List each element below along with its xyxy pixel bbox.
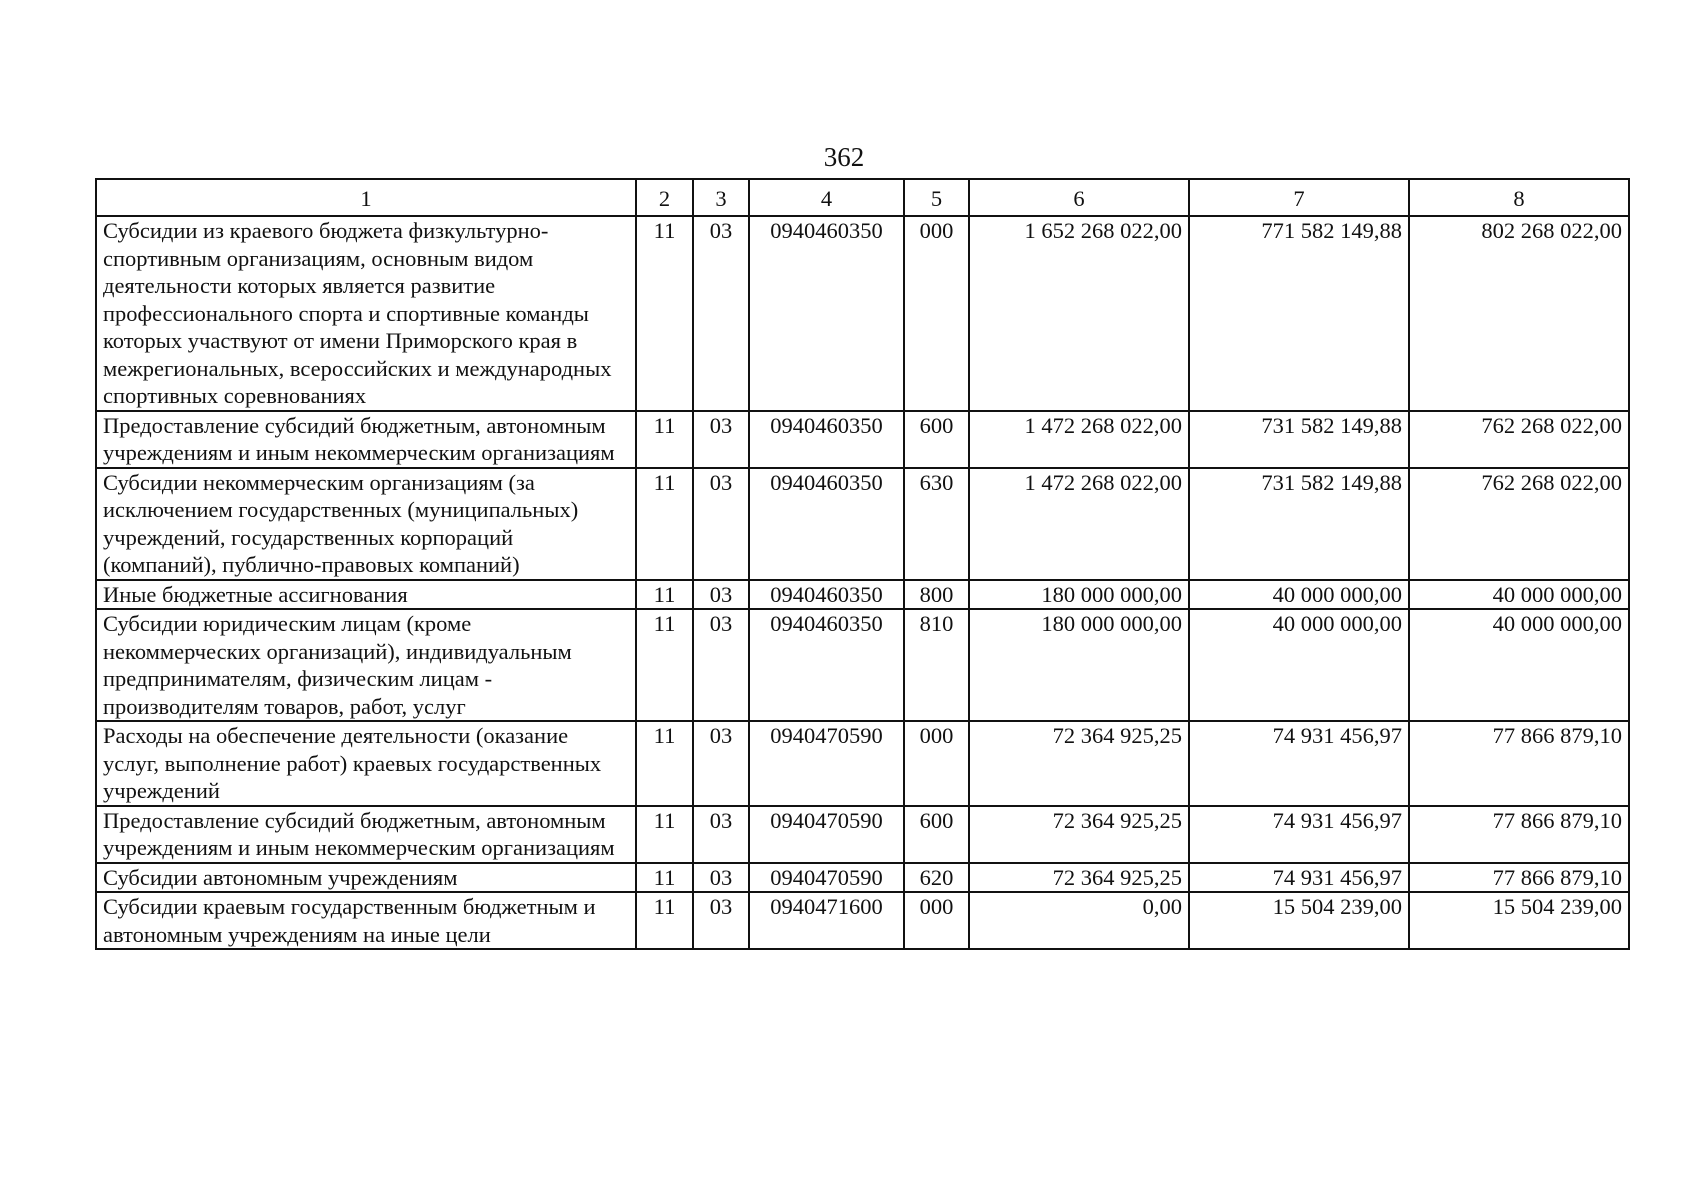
expense-name: Субсидии из краевого бюджета физкультурно-спортивным организациям, основным видом деятельности которых является развитие профессионального спорта и спортивные команды которых участвуют от имени Приморского края в межрегиональных, всероссийских и международных спортивных соревнованиях: [96, 216, 636, 411]
table-row: [96, 892, 1629, 949]
target-article-code: 0940470590: [749, 863, 904, 893]
amount-col-7: 74 931 456,97: [1189, 721, 1409, 806]
table-header: [96, 179, 1629, 216]
target-article-code: 0940460350: [749, 411, 904, 468]
amount-col-8: 802 268 022,00: [1409, 216, 1629, 411]
header-col-7: 7: [1189, 179, 1409, 216]
amount-col-8: 77 866 879,10: [1409, 721, 1629, 806]
target-article-code: 0940471600: [749, 892, 904, 949]
subsection-code: 03: [693, 806, 749, 863]
expense-name: Субсидии краевым государственным бюджетным и автономным учреждениям на иные цели: [96, 892, 636, 949]
header-col-1: 1: [96, 179, 636, 216]
budget-table: [95, 178, 1630, 950]
expense-name: Предоставление субсидий бюджетным, автономным учреждениям и иным некоммерческим организациям: [96, 806, 636, 863]
target-article-code: 0940460350: [749, 580, 904, 610]
amount-col-7: 40 000 000,00: [1189, 609, 1409, 721]
amount-col-6: 1 472 268 022,00: [969, 468, 1189, 580]
amount-col-8: 77 866 879,10: [1409, 863, 1629, 893]
header-col-6: 6: [969, 179, 1189, 216]
section-code: 11: [636, 806, 693, 863]
target-article-code: 0940470590: [749, 806, 904, 863]
section-code: 11: [636, 609, 693, 721]
expense-name: Субсидии юридическим лицам (кроме некоммерческих организаций), индивидуальным предпринимателям, физическим лицам - производителям товаров, работ, услуг: [96, 609, 636, 721]
page-number: 362: [823, 142, 865, 172]
amount-col-8: 77 866 879,10: [1409, 806, 1629, 863]
section-code: 11: [636, 863, 693, 893]
expense-name: Субсидии автономным учреждениям: [96, 863, 636, 893]
expense-type-code: 600: [904, 411, 969, 468]
subsection-code: 03: [693, 216, 749, 411]
section-code: 11: [636, 468, 693, 580]
header-col-8: 8: [1409, 179, 1629, 216]
amount-col-8: 40 000 000,00: [1409, 609, 1629, 721]
section-code: 11: [636, 411, 693, 468]
table-row: [96, 468, 1629, 580]
table-body: [96, 216, 1629, 949]
table-row: [96, 806, 1629, 863]
section-code: 11: [636, 721, 693, 806]
expense-type-code: 800: [904, 580, 969, 610]
table-row: [96, 216, 1629, 411]
expense-name: Предоставление субсидий бюджетным, автономным учреждениям и иным некоммерческим организациям: [96, 411, 636, 468]
table-row: [96, 609, 1629, 721]
header-row: [96, 179, 1629, 216]
table-row: [96, 580, 1629, 610]
expense-type-code: 000: [904, 216, 969, 411]
expense-type-code: 000: [904, 892, 969, 949]
expense-name: Субсидии некоммерческим организациям (за исключением государственных (муниципальных) учреждений, государственных корпораций (компаний), публично-правовых компаний): [96, 468, 636, 580]
target-article-code: 0940470590: [749, 721, 904, 806]
amount-col-7: 771 582 149,88: [1189, 216, 1409, 411]
amount-col-7: 15 504 239,00: [1189, 892, 1409, 949]
amount-col-6: 180 000 000,00: [969, 609, 1189, 721]
expense-name: Иные бюджетные ассигнования: [96, 580, 636, 610]
section-code: 11: [636, 580, 693, 610]
amount-col-8: 762 268 022,00: [1409, 411, 1629, 468]
expense-type-code: 600: [904, 806, 969, 863]
amount-col-6: 0,00: [969, 892, 1189, 949]
amount-col-7: 731 582 149,88: [1189, 411, 1409, 468]
header-col-2: 2: [636, 179, 693, 216]
table-row: [96, 411, 1629, 468]
expense-type-code: 000: [904, 721, 969, 806]
subsection-code: 03: [693, 892, 749, 949]
header-col-3: 3: [693, 179, 749, 216]
amount-col-8: 40 000 000,00: [1409, 580, 1629, 610]
amount-col-6: 1 652 268 022,00: [969, 216, 1189, 411]
subsection-code: 03: [693, 721, 749, 806]
expense-type-code: 620: [904, 863, 969, 893]
table-row: [96, 721, 1629, 806]
amount-col-7: 40 000 000,00: [1189, 580, 1409, 610]
amount-col-7: 74 931 456,97: [1189, 806, 1409, 863]
subsection-code: 03: [693, 468, 749, 580]
amount-col-6: 72 364 925,25: [969, 863, 1189, 893]
subsection-code: 03: [693, 411, 749, 468]
target-article-code: 0940460350: [749, 609, 904, 721]
section-code: 11: [636, 216, 693, 411]
amount-col-6: 1 472 268 022,00: [969, 411, 1189, 468]
amount-col-6: 72 364 925,25: [969, 806, 1189, 863]
amount-col-6: 72 364 925,25: [969, 721, 1189, 806]
subsection-code: 03: [693, 580, 749, 610]
table-row: [96, 863, 1629, 893]
header-col-5: 5: [904, 179, 969, 216]
subsection-code: 03: [693, 863, 749, 893]
amount-col-8: 762 268 022,00: [1409, 468, 1629, 580]
amount-col-7: 74 931 456,97: [1189, 863, 1409, 893]
amount-col-8: 15 504 239,00: [1409, 892, 1629, 949]
expense-type-code: 630: [904, 468, 969, 580]
section-code: 11: [636, 892, 693, 949]
expense-name: Расходы на обеспечение деятельности (оказание услуг, выполнение работ) краевых государственных учреждений: [96, 721, 636, 806]
amount-col-6: 180 000 000,00: [969, 580, 1189, 610]
target-article-code: 0940460350: [749, 468, 904, 580]
header-col-4: 4: [749, 179, 904, 216]
amount-col-7: 731 582 149,88: [1189, 468, 1409, 580]
target-article-code: 0940460350: [749, 216, 904, 411]
expense-type-code: 810: [904, 609, 969, 721]
subsection-code: 03: [693, 609, 749, 721]
